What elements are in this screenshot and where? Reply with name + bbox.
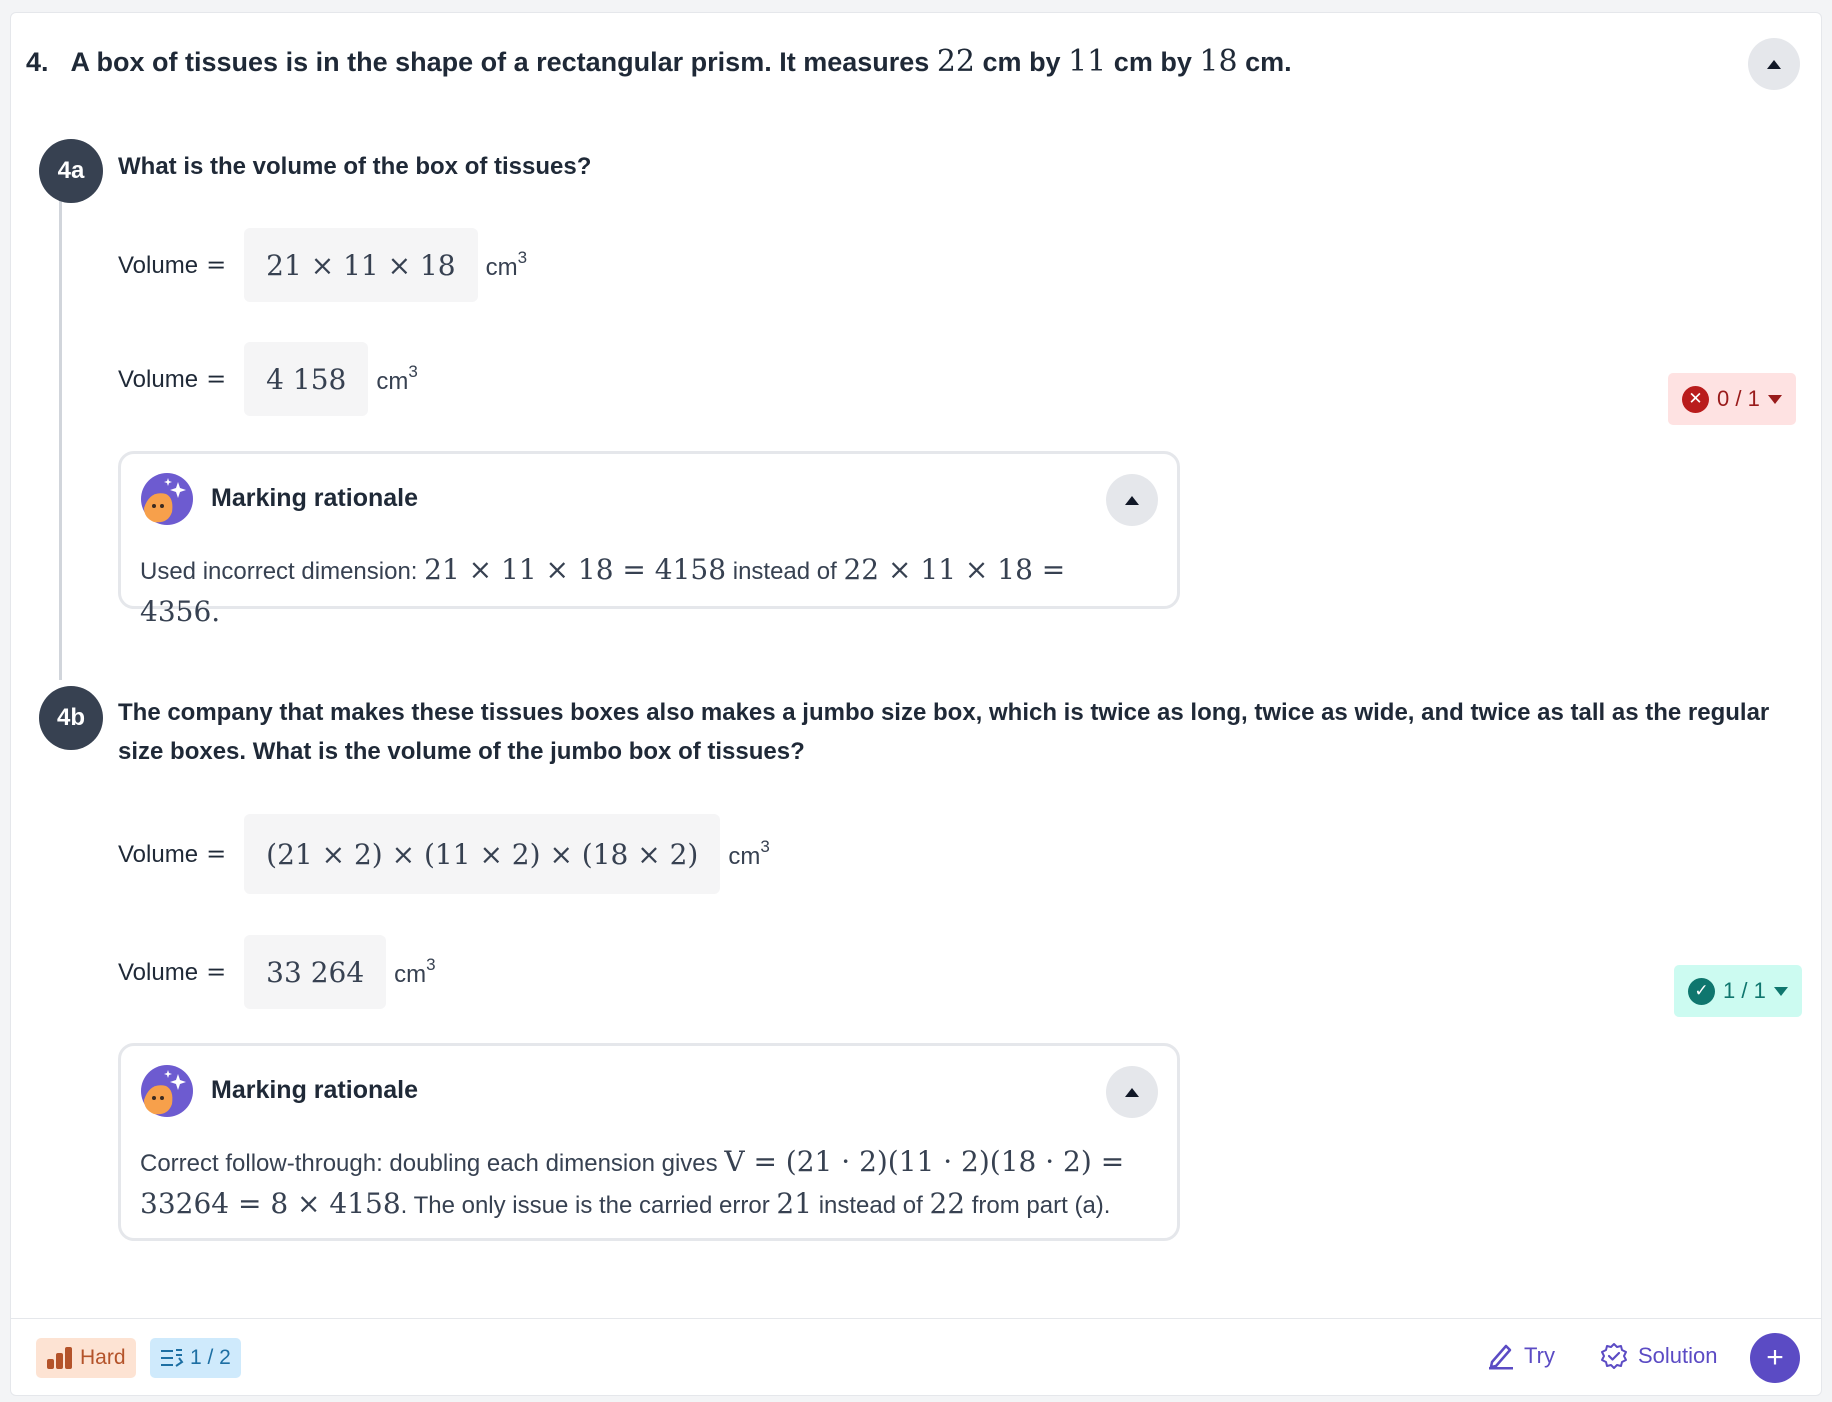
- unit-label: $cm^3$: [728, 837, 770, 870]
- unit-label: $cm^3$: [485, 248, 528, 281]
- marking-rationale-4a: [118, 451, 1180, 628]
- rationale-collapse-button[interactable]: [1106, 474, 1158, 526]
- difficulty-badge: Hard: [36, 1338, 136, 1378]
- part-4a-prompt: What is the volume of the box of tissues?: [118, 153, 592, 180]
- answer-field[interactable]: 21 × 11 × 18: [244, 228, 477, 302]
- rationale-text: Correct follow-through: doubling each dimension gives V = (21 · 2)(11 · 2)(18 · 2) = 33264 = 8 × 4158. The only issue is the carried error 21 instead of 22 from part (a).: [140, 1145, 1125, 1220]
- question-header: [26, 44, 1292, 79]
- answer-label: Volume =: [118, 839, 227, 868]
- chevron-down-icon: [1774, 987, 1788, 996]
- chevron-up-icon: [1125, 496, 1139, 505]
- unit-label: $cm^3$: [394, 955, 436, 988]
- check-icon: ✓: [1688, 978, 1715, 1005]
- chevron-up-icon: [1125, 1088, 1139, 1097]
- x-icon: ✕: [1682, 386, 1709, 413]
- rationale-text: Used incorrect dimension: 21 × 11 × 18 = 4158 instead of 22 × 11 × 18 = 4356.: [140, 553, 1066, 628]
- score-badge-4a[interactable]: ✕ 0 / 1: [1668, 373, 1796, 425]
- footer-divider: [10, 1318, 1822, 1319]
- rationale-title: Marking rationale: [211, 484, 418, 512]
- answer-label: Volume =: [118, 957, 227, 986]
- unit-label: $cm^3$: [376, 362, 418, 395]
- dimension-3: 18: [1199, 44, 1238, 79]
- question-collapse-button[interactable]: [1748, 38, 1800, 90]
- try-button[interactable]: Try: [1488, 1342, 1555, 1370]
- steps-badge[interactable]: 1 / 2: [150, 1338, 241, 1378]
- answer-label: Volume =: [118, 364, 227, 393]
- rationale-collapse-button[interactable]: [1106, 1066, 1158, 1118]
- ai-assistant-icon: [140, 1064, 194, 1118]
- answer-field[interactable]: (21 × 2) × (11 × 2) × (18 × 2): [244, 814, 720, 894]
- answer-row-4a-2: [118, 342, 418, 416]
- ai-assistant-icon: [140, 472, 194, 526]
- part-badge-4b: 4b: [39, 686, 103, 750]
- question-number: 4.: [26, 47, 49, 77]
- marking-rationale-4b: [118, 1043, 1180, 1241]
- answer-row-4b-1: [118, 814, 770, 894]
- part-4b-prompt: The company that makes these tissues boxes also makes a jumbo size box, which is twice as long, twice as wide, and twice as tall as the regular size boxes. What is the volume of the jumbo box of tissues?: [118, 699, 1770, 765]
- parts-timeline: [59, 190, 62, 680]
- dimension-2: 11: [1068, 44, 1107, 79]
- answer-row-4a-1: [118, 228, 527, 302]
- list-steps-icon: [160, 1347, 184, 1369]
- answer-row-4b-2: [118, 935, 436, 1009]
- answer-field[interactable]: 33 264: [244, 935, 386, 1009]
- answer-field[interactable]: 4 158: [244, 342, 368, 416]
- chevron-up-icon: [1767, 60, 1781, 69]
- rationale-title: Marking rationale: [211, 1076, 418, 1104]
- answer-label: Volume =: [118, 250, 227, 279]
- dimension-1: 22: [936, 44, 975, 79]
- verified-badge-icon: [1600, 1342, 1628, 1370]
- solution-button[interactable]: Solution: [1600, 1342, 1718, 1370]
- add-button[interactable]: +: [1750, 1333, 1800, 1383]
- pencil-icon: [1488, 1342, 1514, 1370]
- question-text: A box of tissues is in the shape of a rectangular prism. It measures 22 cm by 11 cm by 18 cm.: [70, 44, 1292, 79]
- chevron-down-icon: [1768, 395, 1782, 404]
- score-badge-4b[interactable]: ✓ 1 / 1: [1674, 965, 1802, 1017]
- difficulty-bars-icon: [46, 1347, 74, 1369]
- part-badge-4a: 4a: [39, 139, 103, 203]
